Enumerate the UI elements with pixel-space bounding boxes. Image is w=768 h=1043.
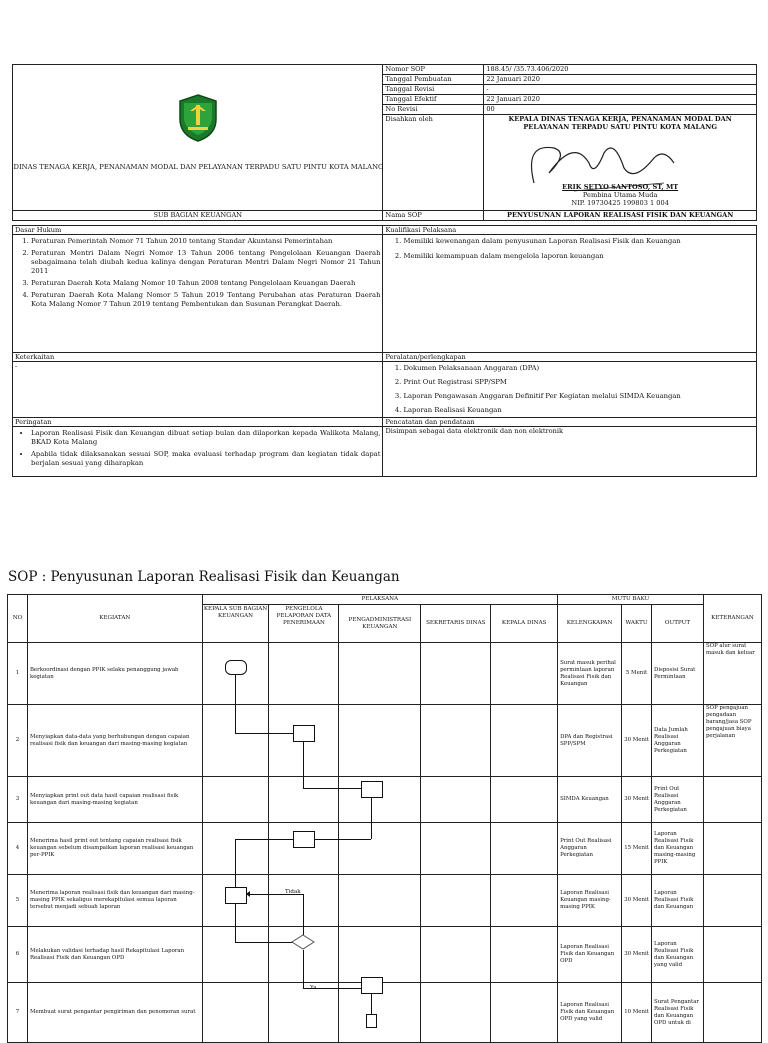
process-box [361,781,383,798]
cell-output: Laporan Realisasi Fisik dan Keuangan yang valid [652,927,704,983]
dasar-hukum-label: Dasar Hukum [13,226,383,235]
cell-kelengkapan: DPA dan Registrasi SPP/SPM [558,705,622,777]
mutu-header: MUTU BAKU [558,595,704,605]
list-item: 1. Peraturan Pemerintah Nomor 71 Tahun 2010 tentang Standar Akuntansi Pemerintahan [31,237,380,246]
label-ya: Ya [310,985,317,991]
cell-lane [421,643,491,705]
cell-lane [269,983,339,1043]
pelaksana-header: PELAKSANA [202,595,558,605]
connector-line [303,894,304,935]
peringatan-cell [13,427,383,477]
list-item: 2. Print Out Registrasi SPP/SPM [403,378,754,387]
cell-keterangan [703,777,761,823]
signer-rank: Pembina Utama Muda [582,191,658,199]
arrow-left [246,891,250,897]
cell-lane [491,705,558,777]
cell-keterangan [703,875,761,927]
list-item: 2. Memiliki kemampuan dalam mengelola laporan keuangan [403,252,754,261]
peralatan-cell [383,362,757,418]
logo-kota-malang [176,93,220,143]
list-item: 1. Memiliki kewenangan dalam penyusunan Laporan Realisasi Fisik dan Keuangan [403,237,754,246]
actor-header: PENGELOLA PELAPORAN DATA PENERIMAAN [269,605,339,643]
offpage-connector [366,1014,377,1028]
decision-diamond [291,934,315,950]
org-cell [13,65,383,211]
cell-kegiatan: Menerima hasil print out tentang capaian realisasi fisik keuangan sebelum disampaikan laporan realisasi keuangan per-PPIK [27,823,202,875]
cell-waktu: 30 Menit [622,875,652,927]
signature-cell [484,115,757,211]
connector-line [235,674,236,733]
connector-line [303,741,304,788]
signer-name: ERIK SETYO SANTOSO, ST, MT [562,183,679,191]
actor-header: PENGADMINISTRASI KEUANGAN [339,605,421,643]
kualifikasi-label: Kualifikasi Pelaksana [383,226,757,235]
approved-label: Disahkan oleh [383,115,484,211]
keterkaitan-label: Keterkaitan [13,353,383,362]
list-item: 2. Peraturan Mentri Dalam Negri Nomor 13 Tahun 2006 tentang Pengelolaan Keuangan Daerah sebagaimana telah diubah kedua kalinya dengan Peraturan Mentri Dalam Negri Nomor 21 Tahun 2011 [31,249,380,276]
meta-label: Tanggal Revisi [383,85,484,95]
col-kegiatan: KEGIATAN [27,595,202,643]
sop-header-table [12,64,757,221]
cell-lane [421,823,491,875]
cell-waktu: 15 Menit [622,823,652,875]
cell-keterangan [703,927,761,983]
peralatan-label: Peralatan/perlengkapan [383,353,757,362]
cell-output: Print Out Realisasi Anggaran Perkegiatan [652,777,704,823]
cell-waktu: 30 Menit [622,777,652,823]
label-tidak: Tidak [285,889,301,895]
cell-lane [491,777,558,823]
cell-lane [491,823,558,875]
actor-header: SEKRETARIS DINAS [421,605,491,643]
cell-lane [339,875,421,927]
cell-kelengkapan: Laporan Realisasi Keuangan masing-masing PPIK [558,875,622,927]
mutu-col: OUTPUT [652,605,704,643]
meta-value: 00 [484,105,757,115]
connector-line [235,839,236,887]
pencatatan-label: Pencatatan dan pendataan [383,418,757,427]
process-box [225,887,247,904]
list-item: • Apabila tidak dilaksanakan sesuai SOP, maka evaluasi terhadap program dan kegiatan tidak dapat berjalan sesuai yang diharapkan [31,450,380,468]
flow-rows [8,643,762,1043]
cell-kelengkapan: Laporan Realisasi Fisik dan Keuangan OPD [558,927,622,983]
cell-keterangan [703,823,761,875]
sop-name-label: Nama SOP [383,211,484,221]
dasar-hukum-list [15,237,380,309]
cell-kegiatan: Membuat surat pengantar pengiriman dan penomoran surat [27,983,202,1043]
kualifikasi-cell [383,235,757,353]
cell-waktu: 30 Menit [622,705,652,777]
flow-table [7,594,762,1043]
cell-lane [202,777,269,823]
meta-value: 22 Januari 2020 [484,95,757,105]
cell-keterangan [703,983,761,1043]
col-no: NO [8,595,28,643]
connector-line [235,942,294,943]
table-row [8,643,762,705]
connector-line [371,993,372,1014]
meta-value: - [484,85,757,95]
cell-waktu: 5 Menit [622,643,652,705]
list-item: 3. Peraturan Daerah Kota Malang Nomor 10 Tahun 2008 tentang Pengelolaan Keuangan Daerah [31,279,380,288]
cell-keterangan: SOP alur surat masuk dan keluar [703,643,761,705]
cell-keterangan: SOP pengajuan pengadaan barang/jasa SOP pengajuan biaya perjalanan [703,705,761,777]
table-row [8,823,762,875]
cell-waktu: 30 Menit [622,927,652,983]
sop-name: PENYUSUNAN LAPORAN REALISASI FISIK DAN KEUANGAN [484,211,757,221]
connector-line [235,733,293,734]
cell-lane [421,875,491,927]
cell-kegiatan: Menyiapkan data-data yang berhubungan dengan capaian realisasi fisik dan keuangan dari masing-masing kegiatan [27,705,202,777]
mutu-col: WAKTU [622,605,652,643]
cell-lane [202,983,269,1043]
mutu-col: KELENGKAPAN [558,605,622,643]
meta-label: No Revisi [383,105,484,115]
cell-kelengkapan: SIMDA Keuangan [558,777,622,823]
connector-line [303,788,361,789]
cell-lane [339,823,421,875]
peralatan-list [385,364,754,415]
process-box [293,725,315,742]
meta-value: 22 Januari 2020 [484,75,757,85]
cell-lane [339,705,421,777]
cell-lane [491,927,558,983]
cell-output: Laporan Realisasi Fisik dan Keuangan [652,875,704,927]
cell-lane [421,927,491,983]
cell-output: Disposisi Surat Permintaan [652,643,704,705]
cell-lane [339,927,421,983]
keterkaitan-value: - [13,362,383,418]
cell-lane [491,983,558,1043]
cell-lane [421,777,491,823]
cell-no: 2 [8,705,28,777]
actor-header: KEPALA DINAS [491,605,558,643]
signer-title: KEPALA DINAS TENAGA KERJA, PENANAMAN MODAL DAN PELAYANAN TERPADU SATU PINTU KOTA MALANG [508,115,732,131]
connector-line [235,903,236,942]
table-row [8,927,762,983]
list-item: 4. Peraturan Daerah Kota Malang Nomor 5 Tahun 2019 Tentang Perubahan atas Peraturan Daerah Kota Malang Nomor 7 Tahun 2019 tentang Pembentukan dan Susunan Perangkat Daerah. [31,291,380,309]
table-row [8,875,762,927]
connector-line [235,839,293,840]
cell-kelengkapan: Laporan Realisasi Fisik dan Keuangan OPD yang valid [558,983,622,1043]
list-item: • Laporan Realisasi Fisik dan Keuangan dibuat setiap bulan dan dilaporkan kepada Walikota Malang, BKAD Kota Malang [31,429,380,447]
peringatan-list [15,429,380,468]
list-item: 1. Dokumen Pelaksanaan Anggaran (DPA) [403,364,754,373]
cell-no: 7 [8,983,28,1043]
process-box [293,831,315,848]
keterangan-header: KETERANGAN [703,595,761,643]
cell-kelengkapan: Surat masuk perihal permintaan laporan Realisasi Fisik dan Keuangan [558,643,622,705]
meta-label: Tanggal Pembuatan [383,75,484,85]
cell-no: 3 [8,777,28,823]
sub-bagian: SUB BAGIAN KEUANGAN [13,211,383,221]
kualifikasi-list [385,237,754,261]
cell-no: 5 [8,875,28,927]
flow-title: SOP : Penyusunan Laporan Realisasi Fisik dan Keuangan [8,569,400,585]
sop-body-table [12,225,757,477]
cell-no: 6 [8,927,28,983]
cell-kegiatan: Menyiapkan print out data hasil capaian realisasi fisik keuangan dari masing-masing kegiatan [27,777,202,823]
cell-lane [491,875,558,927]
cell-kegiatan: Berkoordinasi dengan PPIK selaku penanggung jawab kegiatan [27,643,202,705]
meta-label: Nomor SOP [383,65,484,75]
cell-output: Data Jumlah Realisasi Anggaran Perkegiatan [652,705,704,777]
cell-kelengkapan: Print Out Realisasi Anggaran Perkegiatan [558,823,622,875]
peringatan-label: Peringatan [13,418,383,427]
table-row [8,777,762,823]
list-item: 4. Laporan Realisasi Keuangan [403,406,754,415]
signer-nip: NIP. 19730425 199803 1 004 [571,199,669,207]
cell-kegiatan: Melakukan validasi terhadap hasil Rekapitulasi Laporan Realisasi Fisik dan Keuangan OPD [27,927,202,983]
cell-kegiatan: Menerima laporan realisasi fisik dan keuangan dari masing-masing PPIK sekaligus merekapitulasi semua laporan tersebut menjadi sebuah laporan [27,875,202,927]
actor-header: KEPALA SUB BAGIAN KEUANGAN [202,605,269,643]
list-item: 3. Laporan Pengawasan Anggaran Definitif Per Kegiatan melalui SIMDA Keuangan [403,392,754,401]
meta-label: Tanggal Efektif [383,95,484,105]
dasar-hukum-cell [13,235,383,353]
cell-output: Surat Pengantar Realisasi Fisik dan Keuangan OPD untuk di [652,983,704,1043]
cell-lane [339,643,421,705]
cell-lane [421,983,491,1043]
cell-lane [269,643,339,705]
table-row [8,705,762,777]
cell-output: Laporan Realisasi Fisik dan Keuangan masing-masing PPIK [652,823,704,875]
start-terminator [225,660,247,675]
org-name: DINAS TENAGA KERJA, PENANAMAN MODAL DAN PELAYANAN TERPADU SATU PINTU KOTA MALANG [13,163,384,171]
meta-value: 188.45/ /35.73.406/2020 [484,65,757,75]
cell-lane [421,705,491,777]
process-box [361,977,383,994]
cell-waktu: 10 Menit [622,983,652,1043]
pencatatan-value: Disimpan sebagai data elektronik dan non elektronik [383,427,757,477]
connector-line [371,797,372,839]
cell-no: 4 [8,823,28,875]
connector-line [314,839,371,840]
cell-no: 1 [8,643,28,705]
table-row [8,983,762,1043]
connector-line [303,950,304,988]
cell-lane [491,643,558,705]
